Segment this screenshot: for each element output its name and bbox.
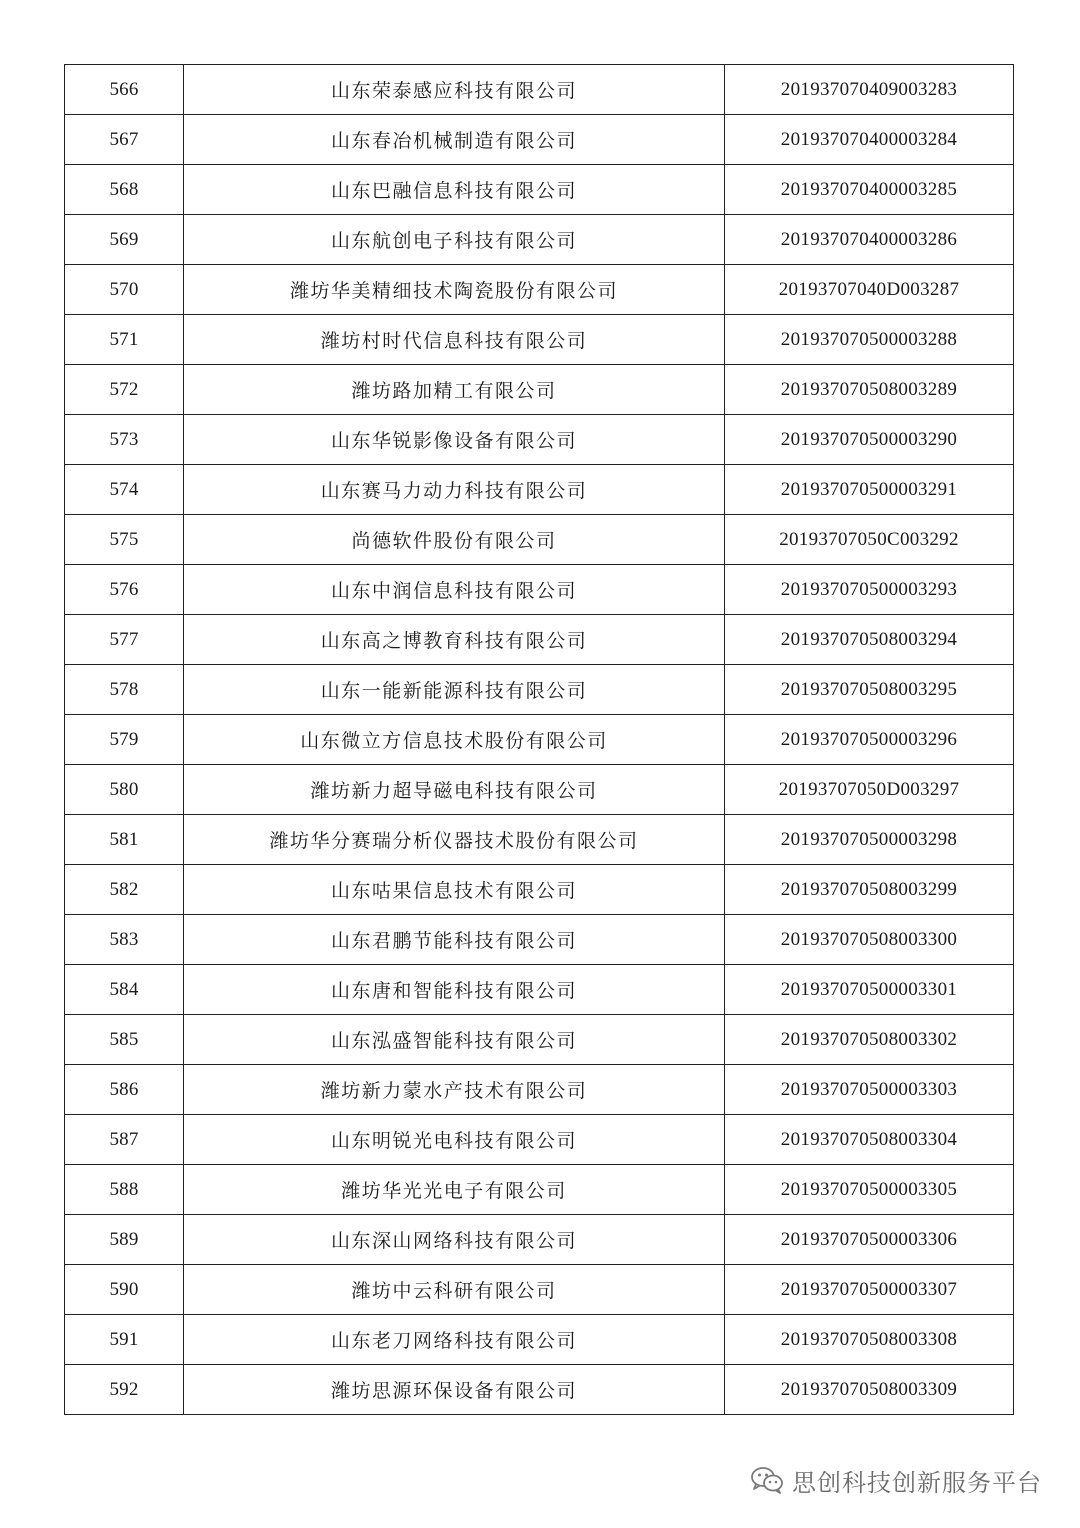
row-number-cell: 570: [65, 265, 184, 315]
table-row: [65, 165, 1014, 215]
table-row: [65, 265, 1014, 315]
wechat-icon: [750, 1466, 784, 1494]
company-name-cell: 山东荣泰感应科技有限公司: [184, 65, 725, 115]
row-number-cell: 589: [65, 1215, 184, 1265]
row-number-cell: 577: [65, 615, 184, 665]
registration-code-cell: 201937070500003301: [725, 965, 1014, 1015]
registration-code-cell: 201937070508003300: [725, 915, 1014, 965]
company-name-cell: 山东明锐光电科技有限公司: [184, 1115, 725, 1165]
row-number-cell: 576: [65, 565, 184, 615]
row-number-cell: 580: [65, 765, 184, 815]
company-name-cell: 山东君鹏节能科技有限公司: [184, 915, 725, 965]
table-row: [65, 965, 1014, 1015]
row-number-cell: 588: [65, 1165, 184, 1215]
company-name-cell: 潍坊路加精工有限公司: [184, 365, 725, 415]
company-name-cell: 山东春冶机械制造有限公司: [184, 115, 725, 165]
row-number-cell: 575: [65, 515, 184, 565]
watermark-text: 思创科技创新服务平台: [792, 1468, 1042, 1497]
registration-code-cell: 201937070508003299: [725, 865, 1014, 915]
table-row: [65, 1115, 1014, 1165]
company-name-cell: 山东巴融信息科技有限公司: [184, 165, 725, 215]
registration-code-cell: 201937070508003294: [725, 615, 1014, 665]
registration-code-cell: 201937070500003288: [725, 315, 1014, 365]
table-row: [65, 1165, 1014, 1215]
company-name-cell: 山东深山网络科技有限公司: [184, 1215, 725, 1265]
row-number-cell: 571: [65, 315, 184, 365]
registration-code-cell: 201937070500003303: [725, 1065, 1014, 1115]
row-number-cell: 586: [65, 1065, 184, 1115]
table-row: [65, 1215, 1014, 1265]
row-number-cell: 584: [65, 965, 184, 1015]
company-name-cell: 山东咕果信息技术有限公司: [184, 865, 725, 915]
row-number-cell: 569: [65, 215, 184, 265]
registration-code-cell: 201937070400003286: [725, 215, 1014, 265]
table-row: [65, 565, 1014, 615]
row-number-cell: 587: [65, 1115, 184, 1165]
company-name-cell: 潍坊村时代信息科技有限公司: [184, 315, 725, 365]
registration-code-cell: 201937070500003307: [725, 1265, 1014, 1315]
row-number-cell: 567: [65, 115, 184, 165]
row-number-cell: 572: [65, 365, 184, 415]
registration-code-cell: 201937070500003306: [725, 1215, 1014, 1265]
company-name-cell: 山东中润信息科技有限公司: [184, 565, 725, 615]
watermark: [750, 1460, 1042, 1500]
table-row: [65, 515, 1014, 565]
registration-code-cell: 201937070500003293: [725, 565, 1014, 615]
company-name-cell: 山东唐和智能科技有限公司: [184, 965, 725, 1015]
row-number-cell: 578: [65, 665, 184, 715]
registration-code-cell: 201937070500003291: [725, 465, 1014, 515]
registration-code-cell: 201937070500003296: [725, 715, 1014, 765]
registration-code-cell: 201937070409003283: [725, 65, 1014, 115]
company-name-cell: 山东微立方信息技术股份有限公司: [184, 715, 725, 765]
company-name-cell: 山东航创电子科技有限公司: [184, 215, 725, 265]
row-number-cell: 592: [65, 1365, 184, 1415]
row-number-cell: 568: [65, 165, 184, 215]
company-name-cell: 潍坊新力超导磁电科技有限公司: [184, 765, 725, 815]
table-row: [65, 1265, 1014, 1315]
registration-code-cell: 201937070508003309: [725, 1365, 1014, 1415]
table-row: [65, 115, 1014, 165]
registration-code-cell: 20193707050D003297: [725, 765, 1014, 815]
table-row: [65, 215, 1014, 265]
registration-code-cell: 201937070508003289: [725, 365, 1014, 415]
company-name-cell: 潍坊华光光电子有限公司: [184, 1165, 725, 1215]
table-row: [65, 915, 1014, 965]
registration-code-cell: 201937070508003295: [725, 665, 1014, 715]
registration-code-cell: 201937070500003298: [725, 815, 1014, 865]
registration-code-cell: 201937070400003284: [725, 115, 1014, 165]
document-sheet: [64, 64, 1014, 1415]
company-name-cell: 山东泓盛智能科技有限公司: [184, 1015, 725, 1065]
row-number-cell: 585: [65, 1015, 184, 1065]
registry-table-body: [65, 65, 1014, 1415]
company-registry-table: [64, 64, 1014, 1415]
row-number-cell: 590: [65, 1265, 184, 1315]
row-number-cell: 583: [65, 915, 184, 965]
row-number-cell: 582: [65, 865, 184, 915]
company-name-cell: 潍坊思源环保设备有限公司: [184, 1365, 725, 1415]
company-name-cell: 山东赛马力动力科技有限公司: [184, 465, 725, 515]
registration-code-cell: 201937070508003302: [725, 1015, 1014, 1065]
company-name-cell: 山东老刀网络科技有限公司: [184, 1315, 725, 1365]
table-row: [65, 765, 1014, 815]
table-row: [65, 865, 1014, 915]
row-number-cell: 579: [65, 715, 184, 765]
registration-code-cell: 201937070508003304: [725, 1115, 1014, 1165]
registration-code-cell: 201937070500003305: [725, 1165, 1014, 1215]
row-number-cell: 581: [65, 815, 184, 865]
table-row: [65, 1065, 1014, 1115]
row-number-cell: 591: [65, 1315, 184, 1365]
company-name-cell: 山东高之博教育科技有限公司: [184, 615, 725, 665]
registration-code-cell: 201937070500003290: [725, 415, 1014, 465]
registration-code-cell: 201937070400003285: [725, 165, 1014, 215]
table-row: [65, 1315, 1014, 1365]
company-name-cell: 潍坊华分赛瑞分析仪器技术股份有限公司: [184, 815, 725, 865]
table-row: [65, 615, 1014, 665]
row-number-cell: 573: [65, 415, 184, 465]
table-row: [65, 715, 1014, 765]
table-row: [65, 465, 1014, 515]
registration-code-cell: 20193707050C003292: [725, 515, 1014, 565]
table-row: [65, 65, 1014, 115]
row-number-cell: 574: [65, 465, 184, 515]
company-name-cell: 尚德软件股份有限公司: [184, 515, 725, 565]
table-row: [65, 1365, 1014, 1415]
company-name-cell: 潍坊新力蒙水产技术有限公司: [184, 1065, 725, 1115]
company-name-cell: 山东一能新能源科技有限公司: [184, 665, 725, 715]
row-number-cell: 566: [65, 65, 184, 115]
registration-code-cell: 201937070508003308: [725, 1315, 1014, 1365]
company-name-cell: 山东华锐影像设备有限公司: [184, 415, 725, 465]
registration-code-cell: 20193707040D003287: [725, 265, 1014, 315]
table-row: [65, 665, 1014, 715]
company-name-cell: 潍坊中云科研有限公司: [184, 1265, 725, 1315]
table-row: [65, 415, 1014, 465]
table-row: [65, 1015, 1014, 1065]
table-row: [65, 815, 1014, 865]
table-row: [65, 365, 1014, 415]
company-name-cell: 潍坊华美精细技术陶瓷股份有限公司: [184, 265, 725, 315]
table-row: [65, 315, 1014, 365]
